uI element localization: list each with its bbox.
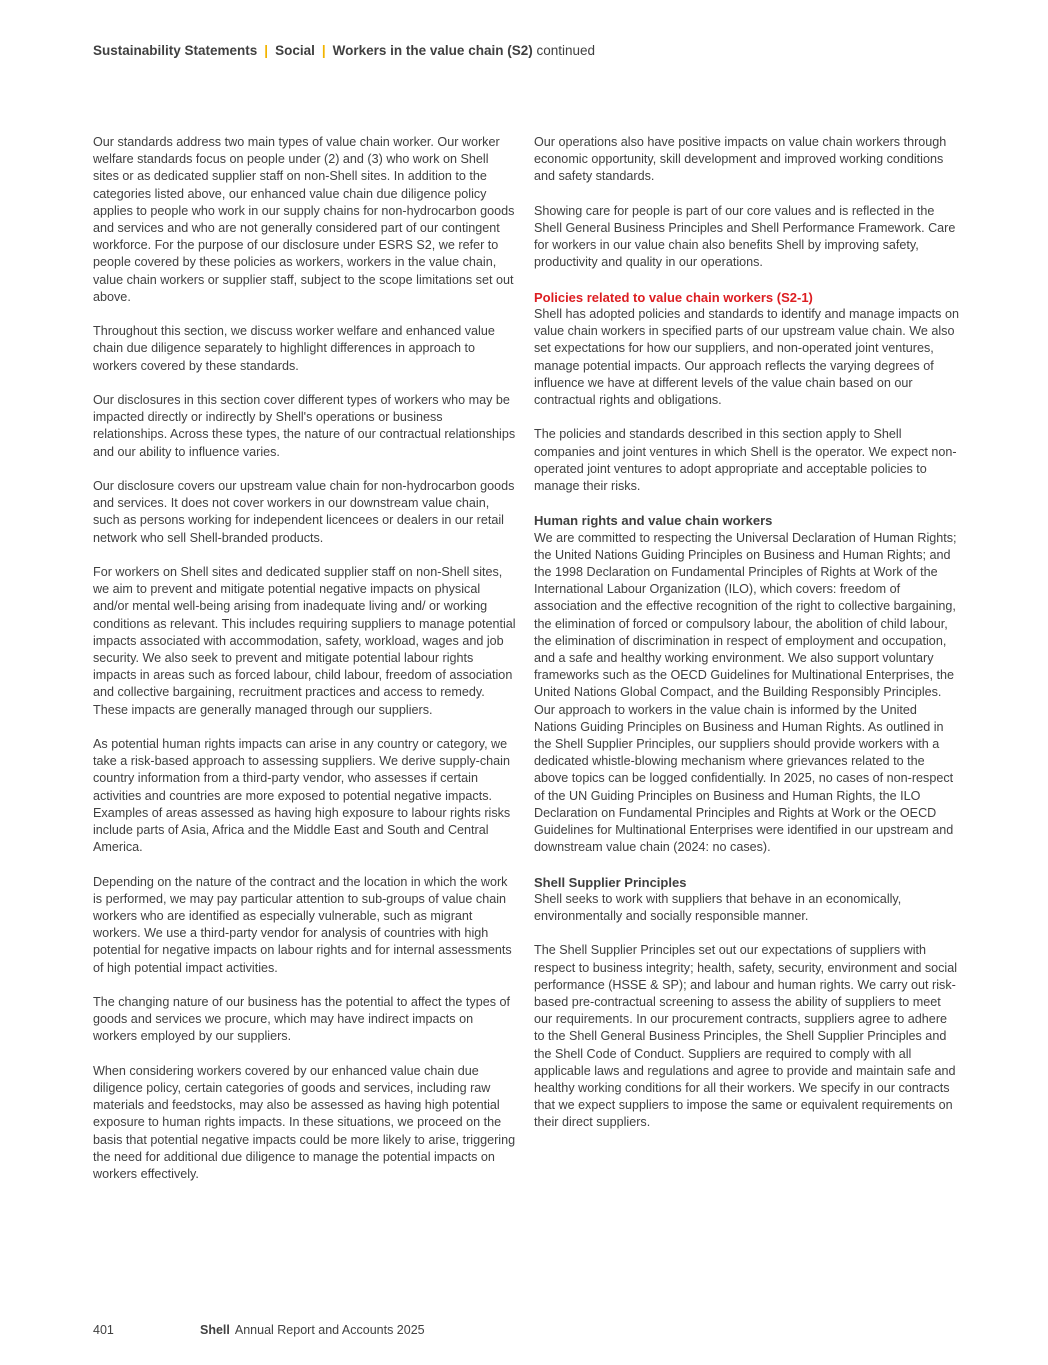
body-paragraph: Our standards address two main types of value chain worker. Our worker welfare standards focus on people under (2) and (3) who work on Shell sites or as dedicated supplier staff on non-Shell sites. In addition to the categories listed above, our enhanced value chain due diligence policy applies to people who work in our supply chains for non-hydrocarbon goods and services and who are not generally considered part of our contingent workforce. For the purpose of our disclosure under ESRS S2, we refer to people covered by these policies as workers, workers in the value chain, value chain workers or supplier staff, subject to the scope limitations set out above. (93, 135, 515, 304)
body-paragraph: Our disclosure covers our upstream value chain for non-hydrocarbon goods and services. It does not cover workers in our downstream value chain, such as persons working for independent licencees or dealers in our retail network who sell Shell-branded products. (93, 479, 515, 545)
body-paragraph: As potential human rights impacts can arise in any country or category, we take a risk-based approach to assessing suppliers. We derive supply-chain country information from a third-party vendor, who assesses if certain activities and countries are more exposed to potential negative impacts. Examples of areas assessed as having high exposure to labour rights risks include parts of Asia, Africa and the Middle East and South and Central America. (93, 737, 511, 855)
footer-report-title: Annual Report and Accounts 2025 (234, 1323, 425, 1337)
right-column (534, 134, 959, 1149)
body-paragraph: Shell has adopted policies and standards to identify and manage impacts on value chain workers in specified parts of our upstream value chain. We also set expectations for how our suppliers, and non-operated joint ventures, manage potential impacts. Our approach reflects the varying degrees of influence we have at different levels of the value chain based on our contractual rights and obligations. (534, 307, 959, 408)
body-paragraph: Our disclosures in this section cover different types of workers who may be impacted directly or indirectly by Shell's operations or business relationships. Across these types, the nature of our contractual relationships and our ability to influence varies. (93, 393, 516, 459)
body-paragraph: The changing nature of our business has the potential to affect the types of goods and services we procure, which may have indirect impacts on workers employed by our suppliers. (93, 995, 511, 1044)
policies-heading: Policies related to value chain workers (S2-1) (534, 289, 813, 305)
body-paragraph: We are committed to respecting the Universal Declaration of Human Rights; the United Nations Guiding Principles on Business and Human Rights; and the 1998 Declaration on Fundamental Principles of Rights at Work of the International Labour Organization (ILO), which covers: freedom of association and the effective recognition of the right to collective bargaining, the elimination of forced or compulsory labour, the abolition of child labour, the elimination of discrimination in respect of employment and occupation, and a safe and healthy working environment. We also support voluntary frameworks such as the OECD Guidelines for Multinational Enterprises, the United Nations Global Compact, and the Building Responsibly Principles. Our approach to workers in the value chain is informed by the United Nations Guiding Principles on Business and Human Rights. As outlined in the Shell Supplier Principles, our suppliers should provide workers with a dedicated whistle-blowing mechanism where grievances related to the above topics can be logged confidentially. In 2025, no cases of non-respect of the UN Guiding Principles on Business and Human Rights, the ILO Declaration on Fundamental Principles and Rights at Work or the OECD Guidelines for Multinational Enterprises were identified in our upstream and downstream value chain (2024: no cases). (534, 530, 957, 855)
breadcrumb-section: Sustainability Statements (93, 43, 258, 58)
body-paragraph: Shell seeks to work with suppliers that behave in an economically, environmentally and socially responsible manner. (534, 891, 902, 924)
body-paragraph: Showing care for people is part of our core values and is reflected in the Shell General Business Principles and Shell Performance Framework. Care for workers in our value chain also benefits Shell by improving safety, productivity and quality in our operations. (534, 203, 956, 270)
supplier-principles-heading: Shell Supplier Principles (534, 874, 687, 890)
body-paragraph: The policies and standards described in this section apply to Shell companies and joint ventures in which Shell is the operator. We expect non-operated joint ventures to adopt appropriate and acceptable policies to manage their risks. (534, 427, 957, 494)
footer-brand: Shell (200, 1323, 230, 1337)
body-paragraph: Our operations also have positive impacts on value chain workers through economic opportunity, skill development and improved working conditions and safety standards. (534, 135, 947, 184)
body-paragraph: When considering workers covered by our enhanced value chain due diligence policy, certain categories of goods and services, including raw materials and feedstocks, may also be assessed as having high potential exposure to human rights impacts. In these situations, we proceed on the basis that potential negative impacts could be more likely to arise, triggering the need for additional due diligence to manage the potential impacts on workers effectively. (93, 1063, 516, 1182)
breadcrumb-topic: Workers in the value chain (S2) (332, 43, 533, 58)
breadcrumb-separator: | (321, 43, 326, 58)
breadcrumb (93, 42, 595, 60)
body-paragraph: Depending on the nature of the contract and the location in which the work is performed, we may pay particular attention to sub-groups of value chain workers who are identified as especially vulnerable, such as migrant workers. We use a third-party vendor for analysis of countries with high potential for negative impacts on labour rights and for internal assessments of high potential impact activities. (93, 874, 512, 975)
body-paragraph: For workers on Shell sites and dedicated supplier staff on non-Shell sites, we aim to prevent and mitigate potential negative impacts on physical and/or mental well-being arising from inadequate living and/ or working conditions as relevant. This includes requiring suppliers to manage potential impacts associated with accommodation, safety, workload, wages and job security. We also seek to prevent and mitigate potential labour rights impacts in areas such as forced labour, child labour, freedom of association and collective bargaining, recruitment practices and access to remedy. These impacts are generally managed through our suppliers. (93, 565, 516, 717)
human-rights-heading: Human rights and value chain workers (534, 513, 773, 529)
page-number: 401 (93, 1323, 114, 1337)
body-paragraph: The Shell Supplier Principles set out our expectations of suppliers with respect to business integrity; health, safety, security, environment and social performance (HSSE & SP); and labour and human rights. We carry out risk-based pre-contractual screening to assess the ability of suppliers to meet our requirements. In our procurement contracts, suppliers agree to adhere to the Shell General Business Principles, the Shell Supplier Principles and the Shell Code of Conduct. Suppliers are required to comply with all applicable laws and regulations and agree to provide and maintain safe and healthy working conditions for all their workers. We specify in our contracts that we expect suppliers to impose the same or equivalent requirements on their direct suppliers. (534, 943, 958, 1130)
breadcrumb-subsection: Social (275, 43, 315, 58)
breadcrumb-suffix: continued (536, 43, 596, 58)
left-column (93, 134, 517, 1200)
page-footer (93, 1322, 425, 1338)
breadcrumb-separator: | (264, 43, 269, 58)
body-paragraph: Throughout this section, we discuss worker welfare and enhanced value chain due diligence separately to highlight differences in approach to workers covered by these standards. (93, 324, 495, 373)
